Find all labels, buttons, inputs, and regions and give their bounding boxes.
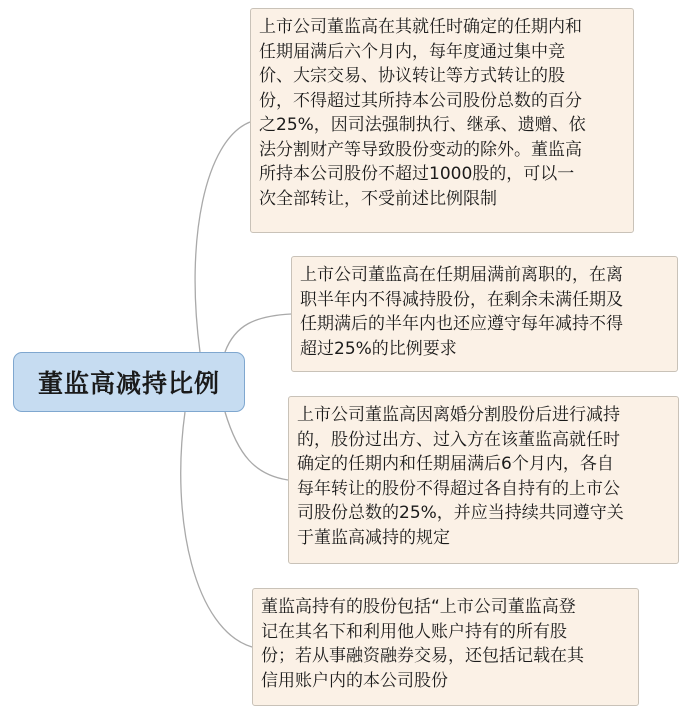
connector-branch-2	[225, 314, 291, 352]
connector-branch-3	[225, 412, 288, 480]
branch-node-1[interactable]: 上市公司董监高在其就任时确定的任期内和 任期届满后六个月内，每年度通过集中竞 价、大宗交易、协议转让等方式转让的股 份，不得超过其所持本公司股份总数的百分 之25%，因司法强制执行、继承、遗赠、依 法分割财产等导致股份变动的除外。董监高 所持本公司股份不超过1000股的，可以一 次全部转让，不受前述比例限制	[250, 8, 634, 233]
central-topic[interactable]	[13, 352, 245, 412]
branch-node-4[interactable]: 董监高持有的股份包括“上市公司董监高登 记在其名下和利用他人账户持有的所有股 份；若从事融资融券交易，还包括记载在其 信用账户内的本公司股份	[252, 588, 639, 706]
central-topic-label: 董监高减持比例	[37, 369, 220, 398]
branch-node-3[interactable]: 上市公司董监高因离婚分割股份后进行减持 的，股份过出方、过入方在该董监高就任时 确定的任期内和任期届满后6个月内，各自 每年转让的股份不得超过各自持有的上市公 司股份总数的25%，并应当持续共同遵守关 于董监高减持的规定	[288, 396, 679, 564]
connector-branch-1	[195, 122, 250, 352]
branch-node-2[interactable]: 上市公司董监高在任期届满前离职的，在离 职半年内不得减持股份，在剩余未满任期及 任期满后的半年内也还应遵守每年减持不得 超过25%的比例要求	[291, 256, 678, 372]
connector-branch-4	[181, 412, 252, 647]
